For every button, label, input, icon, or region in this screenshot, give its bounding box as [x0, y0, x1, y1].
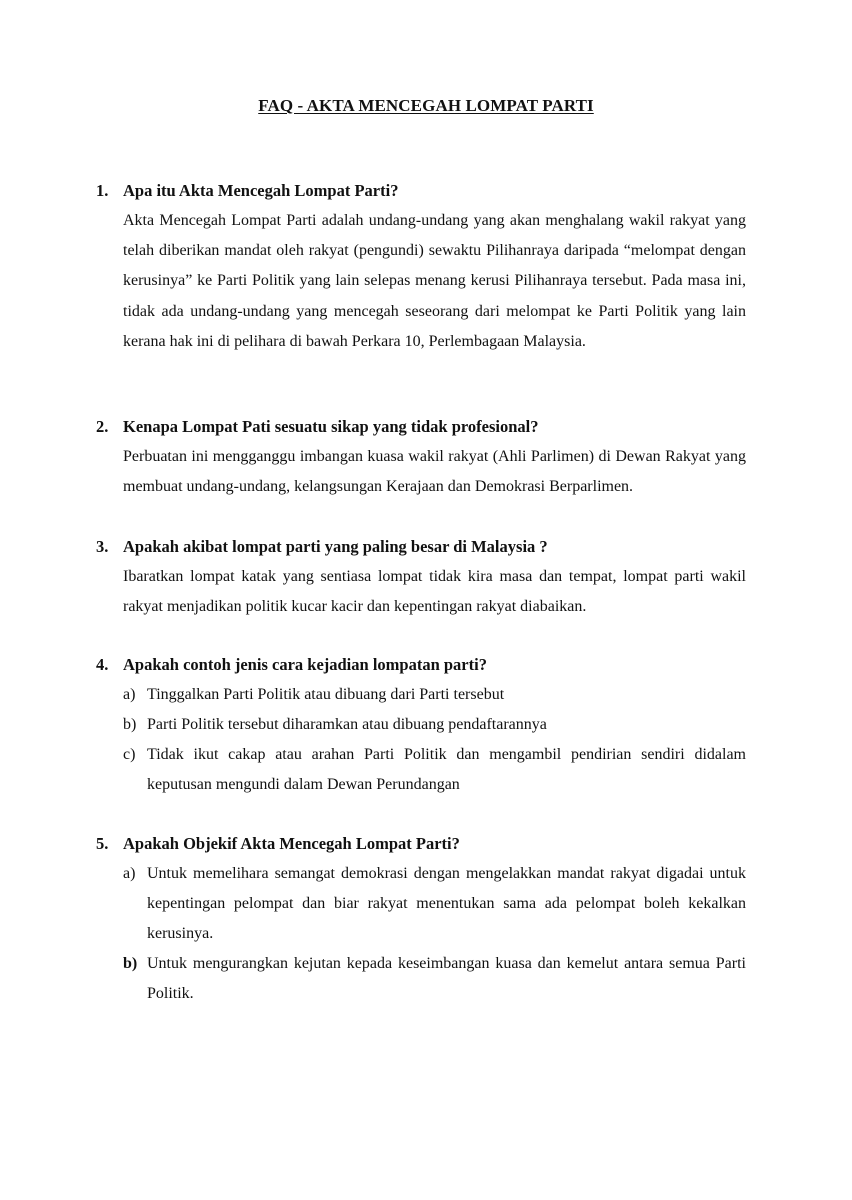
option-label: c): [123, 746, 136, 763]
option-text: Untuk mengurangkan kejutan kepada keseimbangan kuasa dan kemelut antara semua Parti Politik.: [147, 955, 746, 1002]
options-list: [123, 859, 746, 1009]
faq-answer: Perbuatan ini mengganggu imbangan kuasa wakil rakyat (Ahli Parlimen) di Dewan Rakyat yang membuat undang-undang, kelangsungan Kerajaan dan Demokrasi Berparlimen.: [123, 448, 746, 496]
faq-question: [96, 650, 746, 680]
faq-question: [96, 176, 746, 206]
list-item: [123, 740, 746, 800]
faq-answer: Ibaratkan lompat katak yang sentiasa lompat tidak kira masa dan tempat, lompat parti wakil rakyat menjadikan politik kucar kacir dan kepentingan rakyat diabaikan.: [123, 568, 746, 616]
faq-item-5: [96, 829, 746, 1009]
faq-question: [96, 412, 746, 442]
question-number: 5.: [96, 834, 109, 853]
option-text: Tinggalkan Parti Politik atau dibuang dari Parti tersebut: [147, 686, 505, 703]
question-text: Apakah Objekif Akta Mencegah Lompat Parti?: [123, 834, 460, 853]
question-number: 1.: [96, 181, 109, 200]
question-text: Apa itu Akta Mencegah Lompat Parti?: [123, 181, 399, 200]
option-text: Tidak ikut cakap atau arahan Parti Politik dan mengambil pendirian sendiri didalam keputusan mengundi dalam Dewan Perundangan: [147, 746, 746, 793]
option-label: a): [123, 686, 136, 703]
list-item: [123, 710, 746, 740]
option-text: Untuk memelihara semangat demokrasi dengan mengelakkan mandat rakyat digadai untuk kepentingan pelompat dan biar rakyat menentukan sama ada pelompat boleh kekalkan kerusinya.: [147, 865, 746, 942]
faq-answer: Akta Mencegah Lompat Parti adalah undang-undang yang akan menghalang wakil rakyat yang telah diberikan mandat oleh rakyat (pengundi) sewaktu Pilihanraya daripada “melompat dengan kerusinya” ke Parti Politik yang lain selepas menang kerusi Pilihanraya tersebut. Pada masa ini, tidak ada undang-undang yang mencegah seseorang dari melompat ke Parti Politik yang lain kerana hak ini di pelihara di bawah Perkara 10, Perlembagaan Malaysia.: [123, 212, 746, 350]
faq-item-2: [96, 412, 746, 502]
question-text: Kenapa Lompat Pati sesuatu sikap yang tidak profesional?: [123, 417, 539, 436]
question-number: 2.: [96, 417, 109, 436]
list-item: [123, 859, 746, 949]
faq-question: [96, 829, 746, 859]
question-text: Apakah akibat lompat parti yang paling besar di Malaysia ?: [123, 537, 548, 556]
option-label: b): [123, 955, 138, 972]
option-label: b): [123, 716, 137, 733]
faq-item-4: [96, 650, 746, 800]
question-text: Apakah contoh jenis cara kejadian lompatan parti?: [123, 655, 487, 674]
faq-item-3: [96, 532, 746, 622]
list-item: [123, 949, 746, 1009]
option-text: Parti Politik tersebut diharamkan atau dibuang pendaftarannya: [147, 716, 547, 733]
faq-item-1: [96, 176, 746, 357]
question-number: 3.: [96, 537, 109, 556]
faq-question: [96, 532, 746, 562]
list-item: [123, 680, 746, 710]
options-list: [123, 680, 746, 800]
question-number: 4.: [96, 655, 109, 674]
option-label: a): [123, 865, 136, 882]
document-title: FAQ - AKTA MENCEGAH LOMPAT PARTI: [258, 96, 594, 115]
